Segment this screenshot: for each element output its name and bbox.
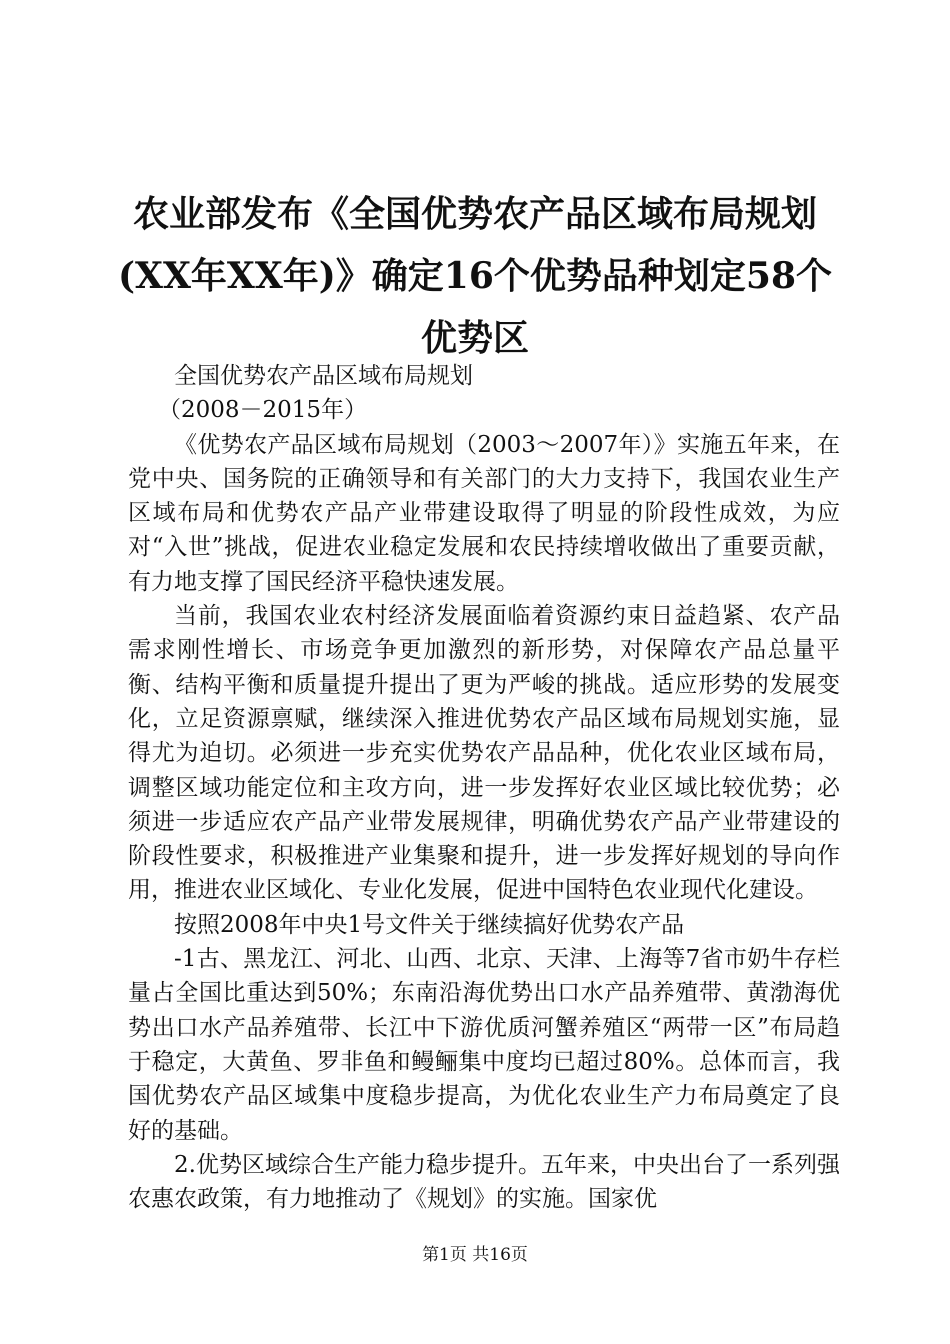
subtitle-plan-name: 全国优势农产品区域布局规划	[174, 363, 473, 389]
document-body	[128, 359, 840, 1216]
page-footer: 第1页 共16页	[422, 1245, 528, 1265]
title-line-1: 农业部发布《全国优势农产品区域布局规划	[132, 193, 817, 235]
paragraph-regional-concentration: -1古、黑龙江、河北、山西、北京、天津、上海等7省市奶牛存栏量占全国比重达到50%；东南沿海优势出口水产品养殖带、黄渤海优势出口水产品养殖带、长江中下游优质河蟹养殖区“两带一区”布局趋于稳定，大黄鱼、罗非鱼和鳗鲡集中度均已超过80%。总体而言，我国优势农产品区域集中度稳步提高，为优化农业生产力布局奠定了良好的基础。	[128, 946, 840, 1144]
document-title	[110, 183, 840, 369]
paragraph-implementation-review: 《优势农产品区域布局规划（2003～2007年）》实施五年来，在党中央、国务院的正确领导和有关部门的大力支持下，我国农业生产区域布局和优势农产品产业带建设取得了明显的阶段性成效，为应对“入世”挑战，促进农业稳定发展和农民持续增收做出了重要贡献，有力地支撑了国民经济平稳快速发展。	[128, 431, 840, 595]
title-line-3: 优势区	[420, 317, 529, 359]
paragraph-current-situation: 当前，我国农业农村经济发展面临着资源约束日益趋紧、农产品需求刚性增长、市场竞争更加激烈的新形势，对保障农产品总量平衡、结构平衡和质量提升提出了更为严峻的挑战。适应形势的发展变化，立足资源禀赋，继续深入推进优势农产品区域布局规划实施，显得尤为迫切。必须进一步充实优势农产品品种，优化农业区域布局，调整区域功能定位和主攻方向，进一步发挥好农业区域比较优势；必须进一步适应农产品产业带发展规律，明确优势农产品产业带建设的阶段性要求，积极推进产业集聚和提升，进一步发挥好规划的导向作用，推进农业区域化、专业化发展，促进中国特色农业现代化建设。	[128, 603, 840, 904]
title-line-2: (XX年XX年)》确定16个优势品种划定58个	[118, 255, 832, 297]
paragraph-central-document: 按照2008年中央1号文件关于继续搞好优势农产品	[174, 911, 685, 938]
subtitle-plan-years: （2008－2015年）	[158, 397, 368, 424]
paragraph-production-capacity: 2.优势区域综合生产能力稳步提升。五年来，中央出台了一系列强农惠农政策，有力地推动了《规划》的实施。国家优	[128, 1151, 840, 1213]
